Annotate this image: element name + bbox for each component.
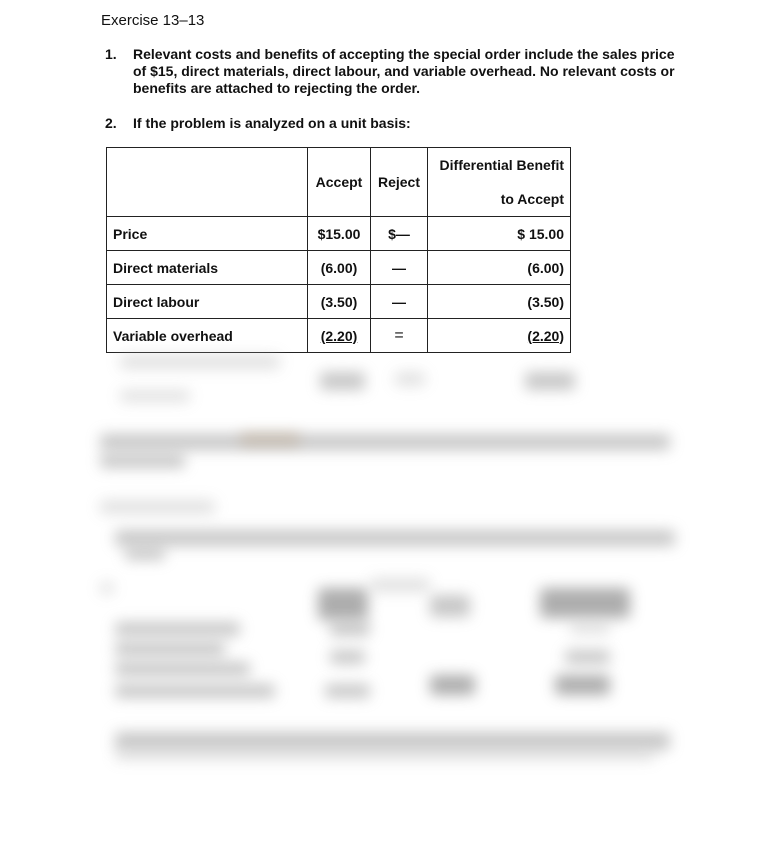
blurred-text [115, 662, 250, 676]
differential-value: (2.20) [527, 327, 564, 344]
blurred-text [115, 642, 225, 656]
blurred-text [115, 684, 275, 698]
header-empty-cell [107, 148, 308, 217]
blurred-text [330, 622, 370, 636]
blurred-text [115, 732, 670, 750]
blurred-text [100, 454, 185, 468]
item-text: Relevant costs and benefits of accepting the special order include the sales price of $15, direct materials, direct labour, and variable overhead. No relevant costs or benefits are attached to rejecting the order. [133, 46, 675, 96]
header-differential [428, 148, 571, 217]
differential-value: $ 15.00 [428, 217, 571, 251]
accept-value: (3.50) [308, 285, 371, 319]
blurred-text [120, 355, 280, 369]
header-reject: Reject [371, 148, 428, 217]
differential-analysis-table [106, 147, 571, 353]
blurred-text [125, 548, 165, 560]
row-label: Variable overhead [107, 319, 308, 353]
reject-value: — [371, 251, 428, 285]
exercise-title: Exercise 13–13 [101, 12, 205, 29]
blurred-text [330, 650, 365, 664]
blurred-text [325, 684, 370, 698]
accept-value: (6.00) [308, 251, 371, 285]
reject-value: $— [371, 217, 428, 251]
item-number: 1. [105, 46, 117, 62]
blurred-content-region [0, 350, 784, 780]
item-text: If the problem is analyzed on a unit basis: [133, 115, 411, 131]
blurred-text [120, 390, 190, 402]
blurred-text [555, 675, 610, 695]
blurred-text [240, 432, 300, 446]
blurred-text [100, 500, 215, 514]
blurred-text [115, 622, 240, 636]
item-number: 2. [105, 115, 117, 131]
reject-value: — [371, 285, 428, 319]
blurred-text [540, 588, 630, 618]
accept-value: (2.20) [320, 327, 358, 344]
blurred-text [115, 530, 675, 546]
blurred-text [370, 578, 430, 592]
header-diff-line2: to Accept [500, 191, 564, 207]
blurred-text [565, 650, 610, 664]
reject-value: = [394, 326, 404, 344]
blurred-text [430, 595, 470, 617]
blurred-text [100, 582, 114, 594]
header-diff-line1: Differential Benefit [439, 157, 564, 173]
blurred-text [100, 434, 670, 450]
row-label: Direct labour [107, 285, 308, 319]
differential-value: (6.00) [428, 251, 571, 285]
differential-value: (3.50) [428, 285, 571, 319]
blurred-text [570, 622, 610, 634]
accept-value: $15.00 [308, 217, 371, 251]
blurred-text [525, 372, 575, 390]
blurred-text [395, 372, 425, 386]
table-row [107, 285, 571, 319]
header-accept: Accept [308, 148, 371, 217]
row-label: Direct materials [107, 251, 308, 285]
table-row [107, 217, 571, 251]
table-row [107, 251, 571, 285]
table-header-row [107, 148, 571, 217]
blurred-text [318, 588, 368, 620]
row-label: Price [107, 217, 308, 251]
blurred-text [320, 372, 365, 390]
table-row [107, 319, 571, 353]
blurred-text [115, 750, 655, 760]
blurred-text [430, 675, 475, 695]
